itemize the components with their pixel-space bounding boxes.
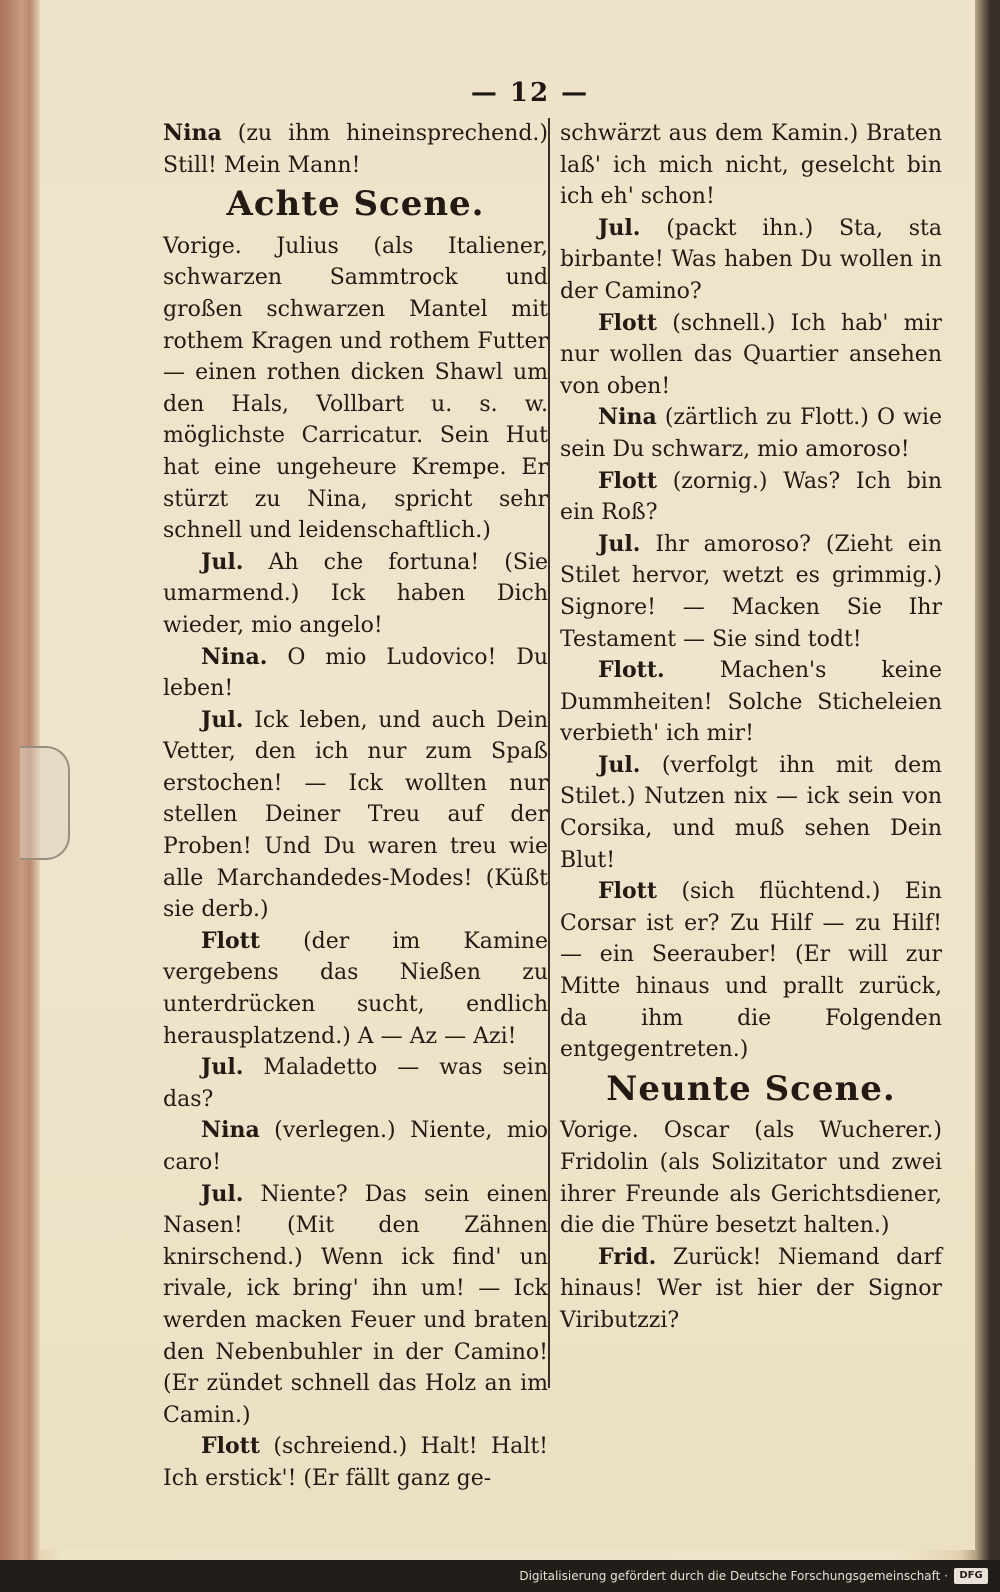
speaker-name: Nina. [201,643,268,670]
speaker-name: Jul. [598,751,641,778]
speaker-name: Jul. [598,530,641,557]
speaker-name: Nina [163,120,222,146]
page-number: — 12 — [470,78,590,108]
dialogue-line [560,750,942,876]
dialogue-line [560,529,942,655]
speaker-name: Jul. [201,706,244,733]
speaker-name: Jul. [201,1180,244,1207]
line-text: schwärzt aus dem Kamin.) Braten laß' ich mich nicht, geselcht bin ich eh' schon! [560,121,942,210]
dialogue-line [560,1242,942,1337]
dialogue-line [560,655,942,750]
speaker-name: Flott [598,878,657,905]
line-text: (verfolgt ihn mit dem Stilet.) Nutzen nix — ick sein von Corsika, und muß sehen Dein Blut! [560,752,942,873]
dialogue-line [163,1115,548,1178]
speaker-name: Nina [598,404,657,431]
line-text: (zornig.) Was? Ich bin ein Roß? [560,468,942,526]
dialogue-line [560,402,942,465]
stage-direction [163,231,548,547]
dialogue-line [560,876,942,1066]
line-text: Vorige. Oscar (als Wucherer.) Fridolin (als Solizitator und zwei ihrer Freunde als Gerichtsdiener, die die Thüre besetzt halten.) [560,1118,942,1239]
dialogue-line [163,1431,548,1494]
digitization-footer [0,1560,1000,1592]
line-text: (packt ihn.) Sta, sta birbante! Was haben Du wollen in der Camino? [560,215,942,304]
speaker-name: Nina [201,1117,260,1144]
speaker-name: Flott [598,467,657,494]
dialogue-line [163,118,548,181]
line-text: (verlegen.) Niente, mio caro! [163,1118,548,1175]
line-text: (schreiend.) Halt! Halt! Ich erstick'! (Er fällt ganz ge- [163,1434,549,1491]
right-column [560,118,942,1337]
dialogue-line [560,118,942,213]
line-text: Machen's keine Dummheiten! Solche Sticheleien verbieth' ich mir! [560,658,942,747]
line-text: Ah che fortuna! (Sie umarmend.) Ick haben Dich wieder, mio angelo! [163,549,549,638]
dialogue-line [163,547,548,642]
stage-direction [560,1115,942,1241]
dialogue-line [163,642,548,705]
line-text: O mio Ludovico! Du leben! [163,644,548,702]
speaker-name: Flott [201,1433,260,1460]
line-text: (zärtlich zu Flott.) O wie sein Du schwarz, mio amoroso! [560,405,943,462]
line-text: Maladetto — was sein das? [163,1055,548,1112]
dfg-logo: DFG [954,1568,988,1584]
speaker-name: Flott [598,309,657,336]
dialogue-line [163,926,548,1052]
paper-clip [20,746,70,860]
line-text: (zu ihm hineinsprechend.) Still! Mein Mann! [163,121,548,178]
column-divider [548,118,550,1388]
speaker-name: Jul. [201,548,244,575]
speaker-name: Jul. [201,1054,244,1081]
line-text: Zurück! Niemand darf hinaus! Wer ist hier der Signor Viributzzi? [560,1244,942,1333]
dialogue-line [560,466,942,529]
line-text: Niente? Das sein einen Nasen! (Mit den Zähnen knirschend.) Wenn ick find' un rivale, ick bring' ihn um! — Ick werden macken Feuer und braten den Nebenbuhler in der Camino! (Er zündet schnell das Holz an im Camin.) [163,1181,548,1428]
line-text: Ihr amoroso? (Zieht ein Stilet hervor, wetzt es grimmig.) Signore! — Macken Sie Ihr Testament — Sie sind todt! [560,531,942,652]
line-text: Vorige. Julius (als Italiener, schwarzen Sammtrock und großen schwarzen Mantel mit rothem Kragen und rothem Futter — einen rothen dicken Shawl um den Hals, Vollbart u. s. w. möglichste Carricatur. Sein Hut hat eine ungeheure Krempe. Er stürzt zu Nina, spricht sehr schnell und leidenschaftlich.) [163,233,548,544]
speaker-name: Jul. [598,214,641,241]
dialogue-line [163,705,548,926]
line-text: (schnell.) Ich hab' mir nur wollen das Quartier ansehen von oben! [560,310,942,399]
scene-heading: Achte Scene. [226,184,485,225]
scene-heading: Neunte Scene. [606,1068,896,1109]
speaker-name: Flott. [598,657,665,684]
left-column [163,118,548,1495]
dialogue-line [560,308,942,403]
line-text: Ick leben, und auch Dein Vetter, den ich nur zum Spaß erstochen! — Ick wollten nur stellen Deiner Treu auf der Proben! Und Du waren treu wie alle Marchandedes-Modes! (Küßt sie derb.) [163,707,548,923]
speaker-name: Frid. [598,1243,657,1270]
line-text: (sich flüchtend.) Ein Corsar ist er? Zu Hilf — zu Hilf! — ein Seerauber! (Er will zur Mitte hinaus und prallt zurück, da ihm die Folgenden entgegentreten.) [560,879,943,1063]
line-text: (der im Kamine vergebens das Nießen zu unterdrücken sucht, endlich herausplatzend.) A — Az — Azi! [163,928,548,1049]
dialogue-line [163,1179,548,1432]
footer-text: Digitalisierung gefördert durch die Deutsche Forschungsgemeinschaft · [519,1569,948,1583]
dialogue-line [163,1052,548,1115]
dialogue-line [560,213,942,308]
speaker-name: Flott [201,927,260,954]
